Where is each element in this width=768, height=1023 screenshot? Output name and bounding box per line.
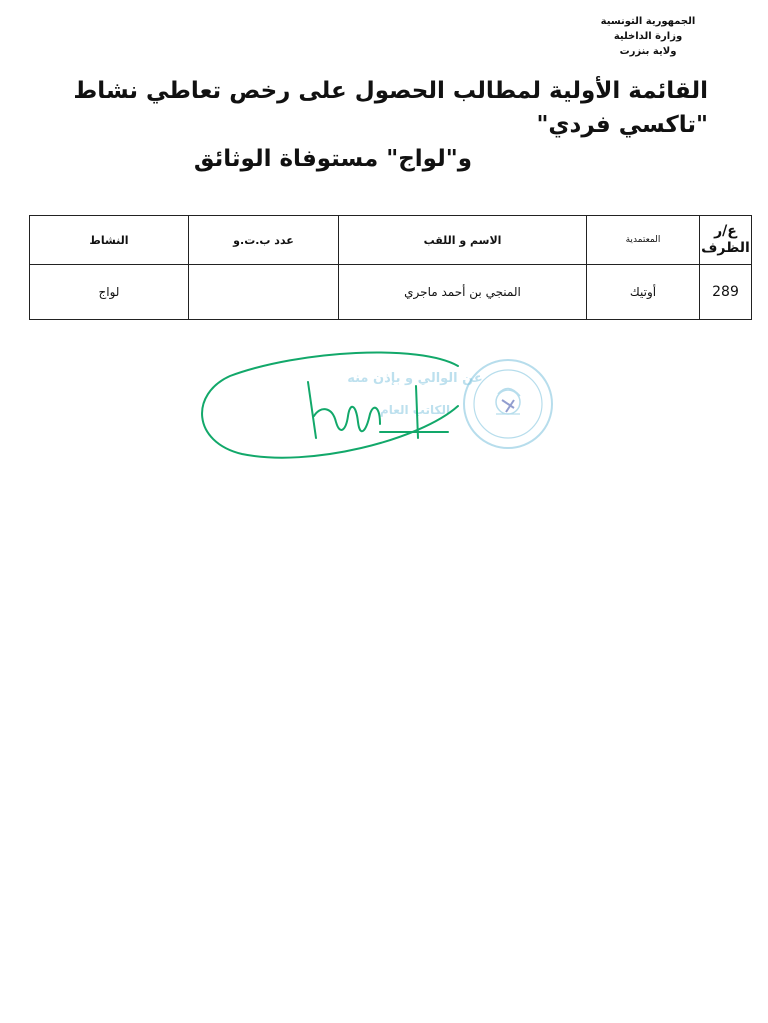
table-header-row — [30, 216, 752, 265]
document-title — [30, 74, 708, 176]
official-header — [548, 14, 748, 59]
stamp-text-line-1: عن الوالي و بإذن منه — [347, 371, 483, 386]
cell-name: المنجي بن أحمد ماجري — [339, 265, 587, 320]
stamp-and-signature — [190, 342, 560, 472]
cell-card — [189, 265, 339, 320]
cell-delegation: أوتيك — [587, 265, 700, 320]
header-governorate: ولاية بنزرت — [619, 46, 677, 57]
column-header-card: عدد ب.ت.و — [189, 216, 339, 265]
header-republic: الجمهورية التونسية — [600, 16, 696, 27]
column-header-delegation: المعتمدية — [587, 216, 700, 265]
column-header-id: ع/ر الظرف — [700, 216, 752, 265]
authorization-stamp — [347, 371, 483, 418]
cell-id: 289 — [700, 265, 752, 320]
header-ministry: وزارة الداخلية — [613, 31, 683, 42]
title-line-1: القائمة الأولية لمطالب الحصول على رخص تعاطي نشاط "تاكسي فردي" — [73, 78, 708, 138]
table-row — [30, 265, 752, 320]
cell-activity: لواج — [30, 265, 189, 320]
applicants-table — [29, 215, 752, 320]
column-header-activity: النشاط — [30, 216, 189, 265]
column-header-name: الاسم و اللقب — [339, 216, 587, 265]
stamp-text-line-2: الكاتب العام — [379, 403, 451, 417]
title-line-2: و"لواج" مستوفاة الوثائق — [193, 146, 472, 172]
